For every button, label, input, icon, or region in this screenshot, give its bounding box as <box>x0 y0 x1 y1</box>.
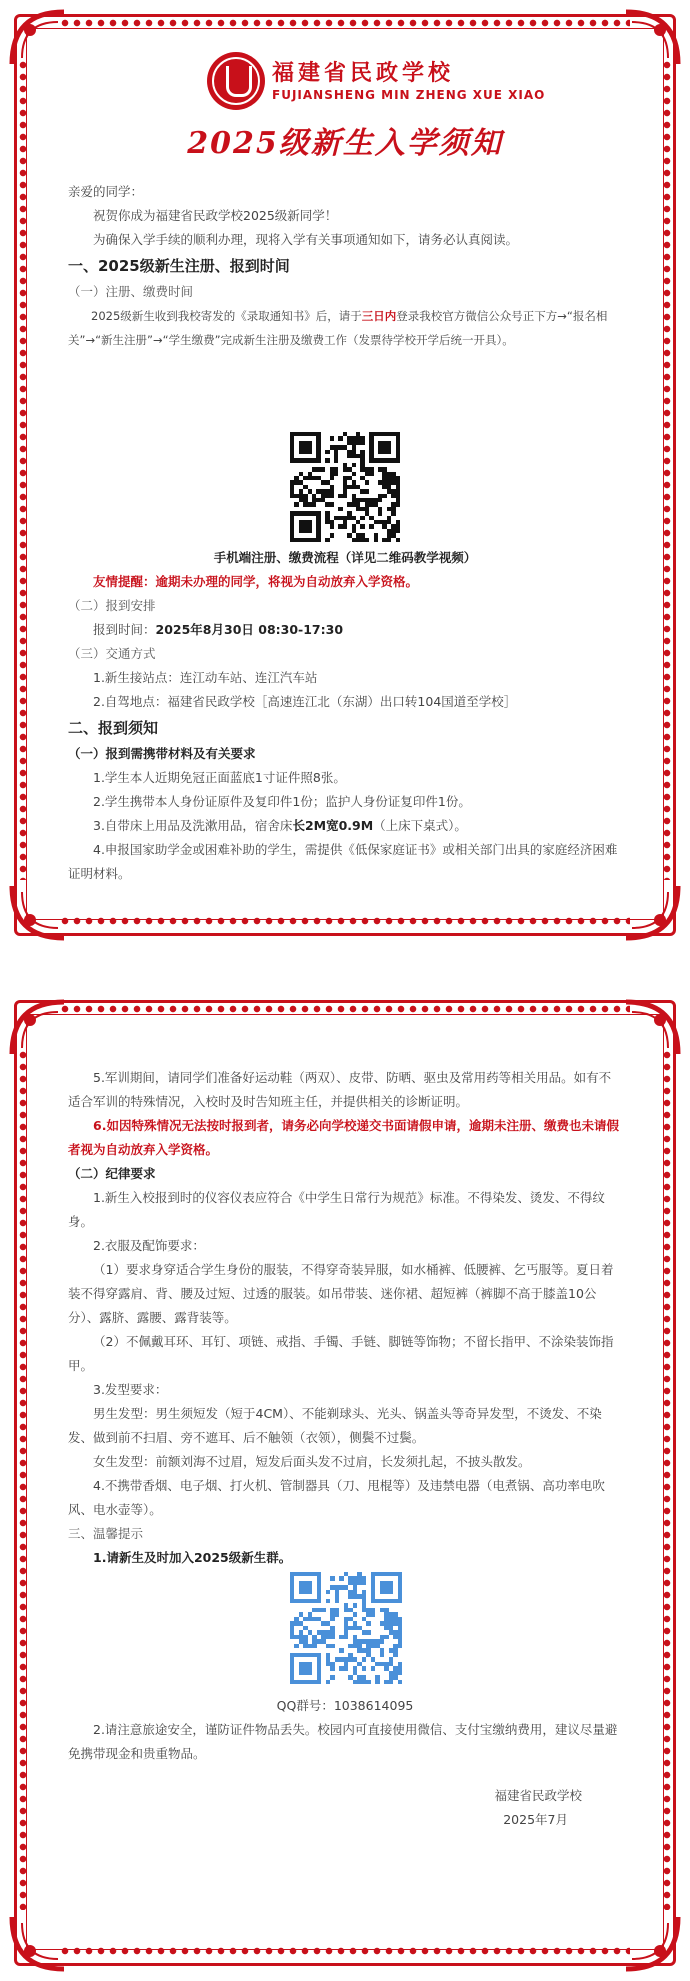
lace-left <box>18 1050 28 1910</box>
page2-content-2 <box>68 1694 622 1832</box>
lace-left <box>18 60 28 880</box>
corner-ornament-icon <box>8 998 68 1058</box>
disc-2-2: （2）不佩戴耳环、耳钉、项链、戒指、手镯、手链、脚链等饰物；不留长指甲、不涂染装饰指甲。 <box>68 1334 614 1373</box>
signature-school: 福建省民政学校 <box>494 1788 582 1803</box>
discipline-title: （二）纪律要求 <box>68 1166 156 1181</box>
sub2-title: （二）报到安排 <box>68 598 156 613</box>
qr-caption: 手机端注册、缴费流程（详见二维码教学视频） <box>213 550 477 565</box>
corner-ornament-icon <box>622 882 682 942</box>
page-1 <box>0 0 690 950</box>
disc-3-male: 男生发型：男生须短发（短于4CM）、不能剃球头、光头、锅盖头等奇异发型，不烫发、不染发、做到前不扫眉、旁不遮耳、后不触领（衣领），侧鬓不过鬓。 <box>68 1406 602 1445</box>
item-6: 6.如因特殊情况无法按时报到者，请务必向学校递交书面请假申请，逾期未注册、缴费也未请假者视为自动放弃入学资格。 <box>68 1118 619 1157</box>
lace-top <box>60 18 630 28</box>
congrats: 祝贺你成为福建省民政学校2025级新同学！ <box>93 208 338 223</box>
warm-1: 1.请新生及时加入2025级新生群。 <box>93 1550 292 1565</box>
sub1-text: 2025级新生收到我校寄发的《录取通知书》后，请于三日内登录我校官方微信公众号正下方→“报名相关”→“新生注册”→“学生缴费”完成新生注册及缴费工作（发票待学校开学后统一开具）。 <box>68 309 608 347</box>
page-2 <box>0 990 690 1981</box>
page1-content-2 <box>68 546 622 886</box>
corner-ornament-icon <box>622 1913 682 1973</box>
transport-2: 2.自驾地点：福建省民政学校［高速连江北（东湖）出口转104国道至学校］ <box>93 694 517 709</box>
lace-bottom <box>60 916 630 926</box>
greeting: 亲爱的同学： <box>68 184 144 199</box>
corner-ornament-icon <box>8 882 68 942</box>
school-logo-row <box>0 48 690 118</box>
material-2: 2.学生携带本人身份证原件及复印件1份；监护人身份证复印件1份。 <box>93 794 471 809</box>
disc-2-1: （1）要求身穿适合学生身份的服装，不得穿奇装异服，如水桶裤、低腰裤、乞丐服等。夏日着装不得穿露肩、背、腰及过短、过透的服装。如吊带装、迷你裙、超短裤（裤脚不高于膝盖10公分）、露脐、露腰、露背装等。 <box>68 1262 614 1325</box>
corner-ornament-icon <box>622 8 682 68</box>
lace-top <box>60 1004 630 1014</box>
qq-group-qr-code <box>290 1572 402 1684</box>
disc-2: 2.衣服及配饰要求： <box>93 1238 205 1253</box>
material-4: 4.申报国家助学金或困难补助的学生，需提供《低保家庭证书》或相关部门出具的家庭经济困难证明材料。 <box>68 842 618 881</box>
lace-right <box>662 60 672 880</box>
item-5: 5.军训期间，请同学们准备好运动鞋（两双）、皮带、防晒、驱虫及常用药等相关用品。如有不适合军训的特殊情况，入校时及时告知班主任，并提供相关的诊断证明。 <box>68 1070 612 1109</box>
school-name-cn: 福建省民政学校 <box>272 60 455 86</box>
corner-ornament-icon <box>8 8 68 68</box>
corner-ornament-icon <box>8 1913 68 1973</box>
registration-qr-code <box>290 432 400 542</box>
corner-ornament-icon <box>622 998 682 1058</box>
school-name-en: FUJIANSHENG MIN ZHENG XUE XIAO <box>272 88 546 102</box>
reminder: 友情提醒：逾期未办理的同学，将视为自动放弃入学资格。 <box>93 574 419 589</box>
report-time: 报到时间：2025年8月30日 08:30-17:30 <box>93 622 344 637</box>
warm-2: 2.请注意旅途安全，谨防证件物品丢失。校园内可直接使用微信、支付宝缴纳费用，建议尽量避免携带现金和贵重物品。 <box>68 1722 618 1761</box>
school-emblem-icon <box>207 52 265 110</box>
section1-title: 一、2025级新生注册、报到时间 <box>68 257 290 275</box>
disc-1: 1.新生入校报到时的仪容仪表应符合《中学生日常行为规范》标准。不得染发、烫发、不得纹身。 <box>68 1190 605 1229</box>
sub1-title: （一）注册、缴费时间 <box>68 284 194 299</box>
sub3-title: （三）交通方式 <box>68 646 156 661</box>
lace-bottom <box>60 1946 630 1956</box>
intro: 为确保入学手续的顺利办理，现将入学有关事项通知如下，请务必认真阅读。 <box>93 232 519 247</box>
lace-right <box>662 1050 672 1910</box>
transport-1: 1.新生接站点：连江动车站、连江汽车站 <box>93 670 318 685</box>
page1-content <box>68 180 622 352</box>
page2-content <box>68 1066 622 1570</box>
disc-3: 3.发型要求： <box>93 1382 168 1397</box>
signature-date: 2025年7月 <box>503 1812 568 1827</box>
disc-3-female: 女生发型：前额刘海不过眉，短发后面头发不过肩，长发须扎起，不披头散发。 <box>93 1454 531 1469</box>
warm-title: 三、温馨提示 <box>68 1526 144 1541</box>
qq-group-number: QQ群号：1038614095 <box>276 1698 414 1713</box>
sub4-title: （一）报到需携带材料及有关要求 <box>68 746 256 761</box>
material-1: 1.学生本人近期免冠正面蓝底1寸证件照8张。 <box>93 770 346 785</box>
page-title: 2025级新生入学须知 <box>187 126 503 161</box>
section2-title: 二、报到须知 <box>68 719 159 737</box>
material-3: 3.自带床上用品及洗漱用品，宿舍床长2M宽0.9M（上床下桌式）。 <box>93 818 467 833</box>
disc-4: 4.不携带香烟、电子烟、打火机、管制器具（刀、甩棍等）及违禁电器（电煮锅、高功率电吹风、电水壶等）。 <box>68 1478 605 1517</box>
